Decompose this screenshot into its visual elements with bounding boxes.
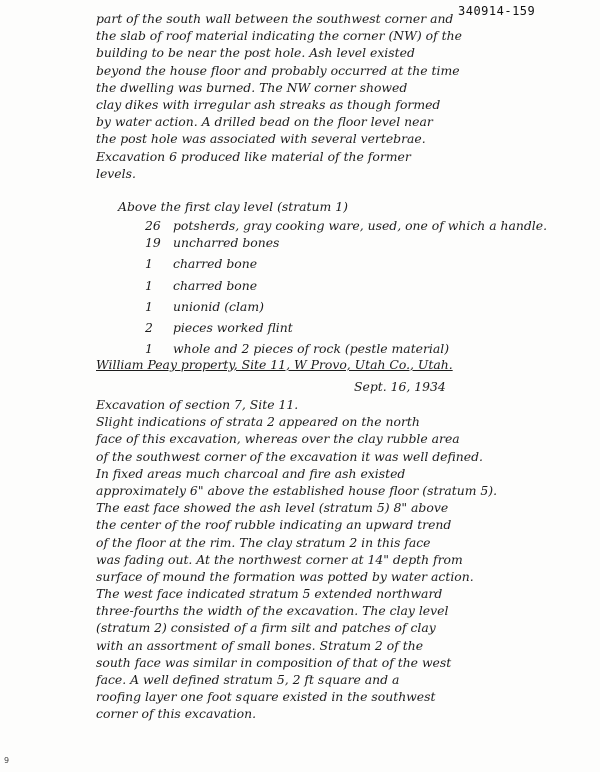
text-line: beyond the house floor and probably occurred at the time bbox=[96, 62, 460, 78]
paragraph-2 bbox=[96, 396, 497, 723]
item-description: charred bone bbox=[173, 256, 258, 272]
text-line: building to be near the post hole. Ash level existed bbox=[96, 45, 415, 61]
text-line: the center of the roof rubble indicating an upward trend bbox=[96, 517, 452, 533]
text-line: The west face indicated stratum 5 extended northward bbox=[96, 586, 443, 602]
text-line: Excavation of section 7, Site 11. bbox=[96, 397, 299, 412]
list-item bbox=[145, 340, 547, 357]
text-line: The east face showed the ash level (stratum 5) 8" above bbox=[96, 500, 449, 516]
list-intro: Above the first clay level (stratum 1) bbox=[118, 199, 348, 214]
item-quantity: 1 bbox=[145, 341, 153, 357]
item-description: pieces worked flint bbox=[173, 319, 293, 335]
text-line: three-fourths the width of the excavation. The clay level bbox=[96, 603, 449, 619]
list-item bbox=[145, 319, 547, 336]
entry-date: Sept. 16, 1934 bbox=[354, 379, 446, 394]
list-item bbox=[145, 234, 547, 251]
text-line: by water action. A drilled bead on the floor level near bbox=[96, 114, 433, 130]
text-line: roofing layer one foot square existed in the southwest bbox=[96, 689, 436, 705]
text-line: the post hole was associated with several vertebrae. bbox=[96, 131, 426, 147]
text-line: of the floor at the rim. The clay stratum 2 in this face bbox=[96, 534, 431, 550]
text-line: Excavation 6 produced like material of the former bbox=[96, 148, 411, 164]
text-line: approximately 6" above the established house floor (stratum 5). bbox=[96, 482, 498, 498]
text-line: face of this excavation, whereas over the clay rubble area bbox=[96, 431, 460, 447]
text-line: In fixed areas much charcoal and fire ash existed bbox=[96, 465, 406, 481]
item-description: uncharred bones bbox=[173, 235, 280, 251]
section-heading: William Peay property, Site 11, W Provo, Utah Co., Utah. bbox=[96, 357, 453, 372]
paragraph-1 bbox=[96, 10, 462, 182]
text-line: the slab of roof material indicating the corner (NW) of the bbox=[96, 28, 462, 44]
text-line: Slight indications of strata 2 appeared on the north bbox=[96, 414, 420, 430]
text-line: part of the south wall between the southwest corner and bbox=[96, 11, 454, 26]
item-description: whole and 2 pieces of rock (pestle material) bbox=[173, 341, 450, 357]
list-item bbox=[145, 255, 547, 272]
specimen-list bbox=[145, 217, 547, 357]
text-line: corner of this excavation. bbox=[96, 706, 257, 722]
text-line: surface of mound the formation was potted by water action. bbox=[96, 568, 474, 584]
list-item bbox=[145, 217, 547, 234]
list-item bbox=[145, 298, 547, 315]
item-quantity: 19 bbox=[145, 235, 161, 251]
text-line: face. A well defined stratum 5, 2 ft square and a bbox=[96, 672, 400, 687]
text-line: (stratum 2) consisted of a firm silt and patches of clay bbox=[96, 620, 436, 636]
text-line: with an assortment of small bones. Stratum 2 of the bbox=[96, 637, 424, 653]
item-quantity: 1 bbox=[145, 277, 153, 293]
text-line: south face was similar in composition of that of the west bbox=[96, 654, 452, 670]
item-quantity: 2 bbox=[145, 319, 153, 335]
text-line: clay dikes with irregular ash streaks as though formed bbox=[96, 96, 441, 112]
text-line: of the southwest corner of the excavation it was well defined. bbox=[96, 448, 483, 464]
item-description: unionid (clam) bbox=[173, 298, 264, 314]
text-line: the dwelling was burned. The NW corner showed bbox=[96, 79, 408, 95]
document-id-stamp: 340914-159 bbox=[458, 4, 536, 18]
item-quantity: 1 bbox=[145, 298, 153, 314]
item-description: charred bone bbox=[173, 277, 258, 293]
margin-mark: 9 bbox=[4, 756, 10, 765]
text-line: levels. bbox=[96, 165, 136, 181]
item-quantity: 1 bbox=[145, 256, 153, 272]
text-line: was fading out. At the northwest corner at 14" depth from bbox=[96, 551, 463, 567]
item-description: potsherds, gray cooking ware, used, one of which a handle. bbox=[173, 218, 548, 233]
item-quantity: 26 bbox=[145, 218, 161, 233]
list-item bbox=[145, 277, 547, 294]
